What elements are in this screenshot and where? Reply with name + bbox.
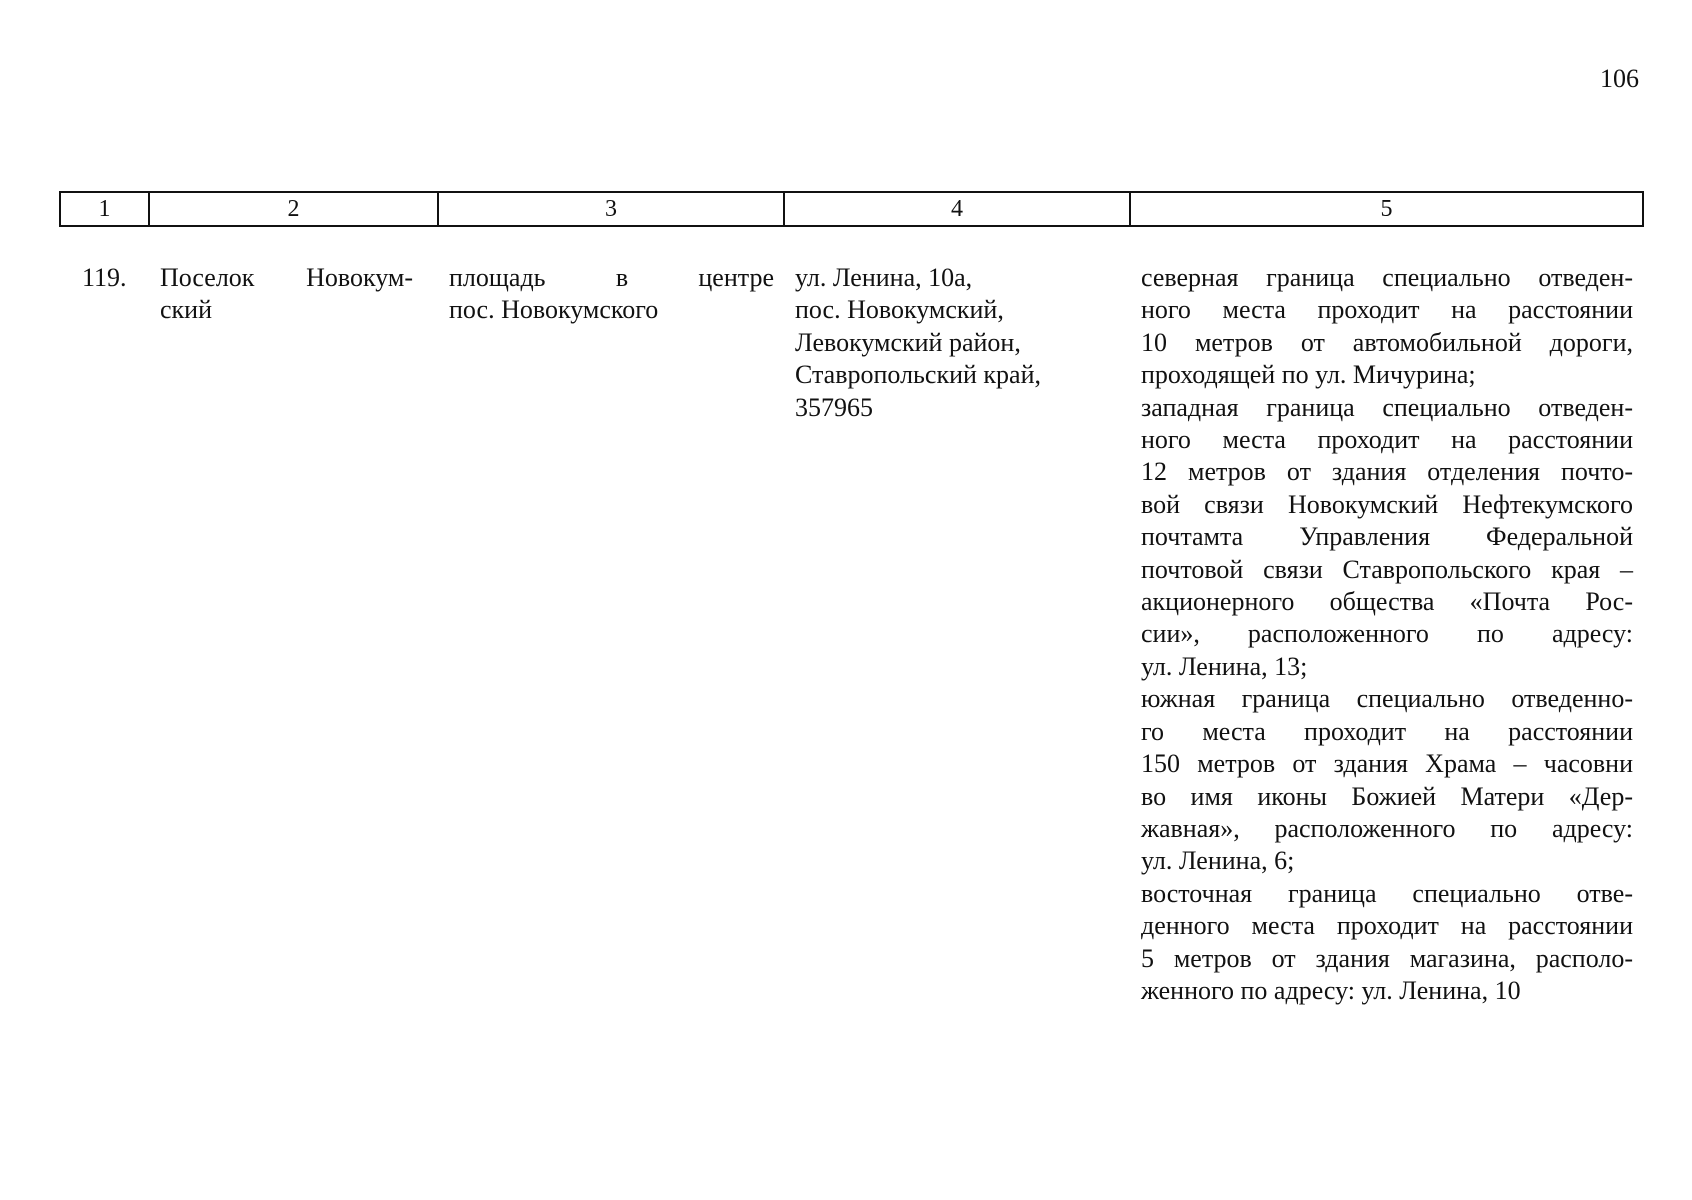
column-header-4: 4 (784, 192, 1130, 226)
address-cell (795, 262, 1085, 424)
boundary-line: го места проходит на расстоянии (1141, 716, 1633, 746)
boundary-line: во имя иконы Божией Матери «Дер- (1141, 781, 1633, 811)
boundary-line: 5 метров от здания магазина, располо- (1141, 943, 1633, 973)
settlement-cell (160, 262, 413, 327)
boundary-line: женного по адресу: ул. Ленина, 10 (1141, 975, 1521, 1005)
address-line: ул. Ленина, 10а, (795, 263, 973, 292)
row-number: 119. (82, 263, 127, 292)
boundary-line: южная граница специально отведенно- (1141, 684, 1633, 714)
boundary-line: акционерного общества «Почта Рос- (1141, 587, 1633, 617)
place-line-2: пос. Новокумского (449, 295, 659, 325)
boundary-line: ул. Ленина, 6; (1141, 846, 1295, 876)
boundary-line: денного места проходит на расстоянии (1141, 911, 1633, 941)
boundary-line: почтамта Управления Федеральной (1141, 522, 1633, 552)
boundary-line: ного места проходит на расстоянии (1141, 295, 1633, 325)
boundary-line: ного места проходит на расстоянии (1141, 425, 1633, 455)
address-line: Ставропольский край, (795, 360, 1041, 390)
boundary-line: западная граница специально отведен- (1141, 392, 1633, 422)
place-word: центре (698, 263, 774, 292)
place-word: площадь (449, 263, 546, 292)
place-cell (449, 262, 774, 327)
boundaries-cell (1141, 262, 1633, 1007)
address-line: пос. Новокумский, (795, 295, 1004, 325)
settlement-word: Новокум- (306, 263, 413, 292)
boundary-line: проходящей по ул. Мичурина; (1141, 360, 1476, 390)
column-header-1: 1 (60, 192, 149, 226)
column-number-header (59, 191, 1644, 227)
boundary-line: 10 метров от автомобильной дороги, (1141, 327, 1633, 357)
column-header-3: 3 (438, 192, 784, 226)
page-number: 106 (1600, 64, 1639, 93)
column-header-2: 2 (149, 192, 438, 226)
place-line-1 (449, 262, 774, 294)
address-line: 357965 (795, 392, 873, 422)
boundary-line: восточная граница специально отве- (1141, 878, 1633, 908)
boundary-line: почтовой связи Ставропольского края – (1141, 554, 1633, 584)
boundary-line: 150 метров от здания Храма – часовни (1141, 749, 1633, 779)
boundary-line: северная граница специально отведен- (1141, 263, 1633, 292)
boundary-line: сии», расположенного по адресу: (1141, 619, 1633, 649)
boundary-line: ул. Ленина, 13; (1141, 651, 1308, 681)
column-header-5: 5 (1130, 192, 1643, 226)
boundary-line: вой связи Новокумский Нефтекумского (1141, 489, 1633, 519)
boundary-line: 12 метров от здания отделения почто- (1141, 457, 1633, 487)
place-word: в (615, 263, 629, 292)
settlement-line-2: ский (160, 295, 212, 325)
boundary-line: жавная», расположенного по адресу: (1141, 813, 1633, 843)
settlement-word: Поселок (160, 263, 255, 292)
settlement-line-1 (160, 262, 413, 294)
address-line: Левокумский район, (795, 327, 1021, 357)
